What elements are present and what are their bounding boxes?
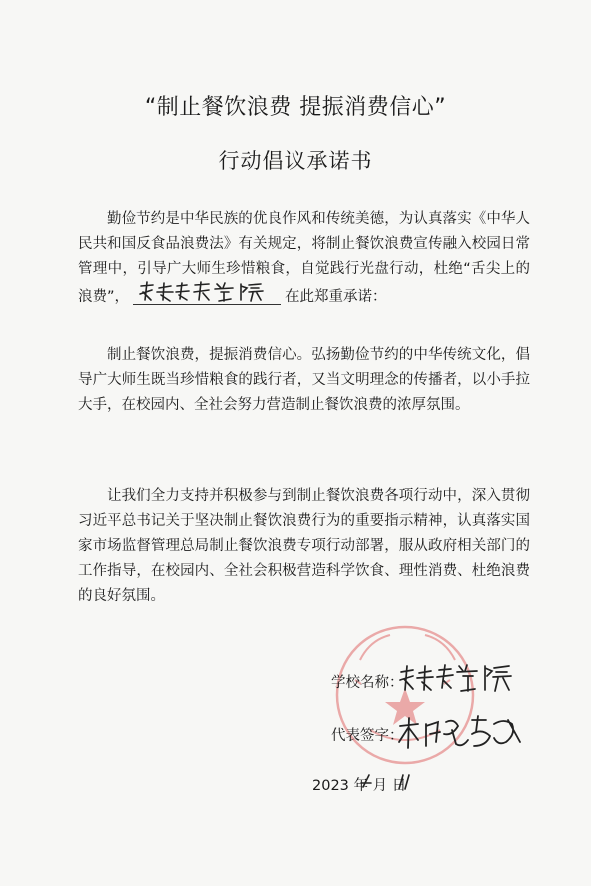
handwritten-school-name xyxy=(135,280,275,304)
school-name-label: 学校名称： xyxy=(331,675,404,691)
document-subtitle: 行动倡议承诺书 xyxy=(218,149,373,173)
paragraph-1-text: 勤俭节约是中华民族的优良作风和传统美德，为认真落实《中华人民共和国反食品浪费法》有关规定，将制止餐饮浪费宣传融入校园日常管理中，引导广大师生珍惜粮食，自觉践行光盘行动，杜绝“舌尖上的浪费”， xyxy=(78,211,530,305)
paragraph-1-ending: 在此郑重承诺： xyxy=(285,289,387,305)
handwritten-representative-signature xyxy=(396,712,526,756)
representative-signature-label: 代表签字： xyxy=(331,728,404,744)
handwritten-school-signature xyxy=(397,660,517,700)
paragraph-3: 让我们全力支持并积极参与到制止餐饮浪费各项行动中，深入贯彻习近平总书记关于坚决制止餐饮浪费行为的重要指示精神，认真落实国家市场监督管理总局制止餐饮浪费专项行动部署，服从政府相关部门的工作指导，在校园内、全社会积极营造科学饮食、理性消费、杜绝浪费的良好氛围。 xyxy=(78,488,530,604)
signing-date: 2023 年 月 日 xyxy=(312,778,407,794)
paragraph-1 xyxy=(78,207,530,310)
document-title: “制止餐饮浪费 提振消费信心” xyxy=(144,95,447,120)
school-name-blank xyxy=(133,282,281,305)
handwritten-date-marks xyxy=(355,771,435,793)
paragraph-2: 制止餐饮浪费，提振消费信心。弘扬勤俭节约的中华传统文化，倡导广大师生既当珍惜粮食的践行者，又当文明理念的传播者，以小手拉大手，在校园内、全社会努力营造制止餐饮浪费的浓厚氛围。 xyxy=(78,347,530,413)
